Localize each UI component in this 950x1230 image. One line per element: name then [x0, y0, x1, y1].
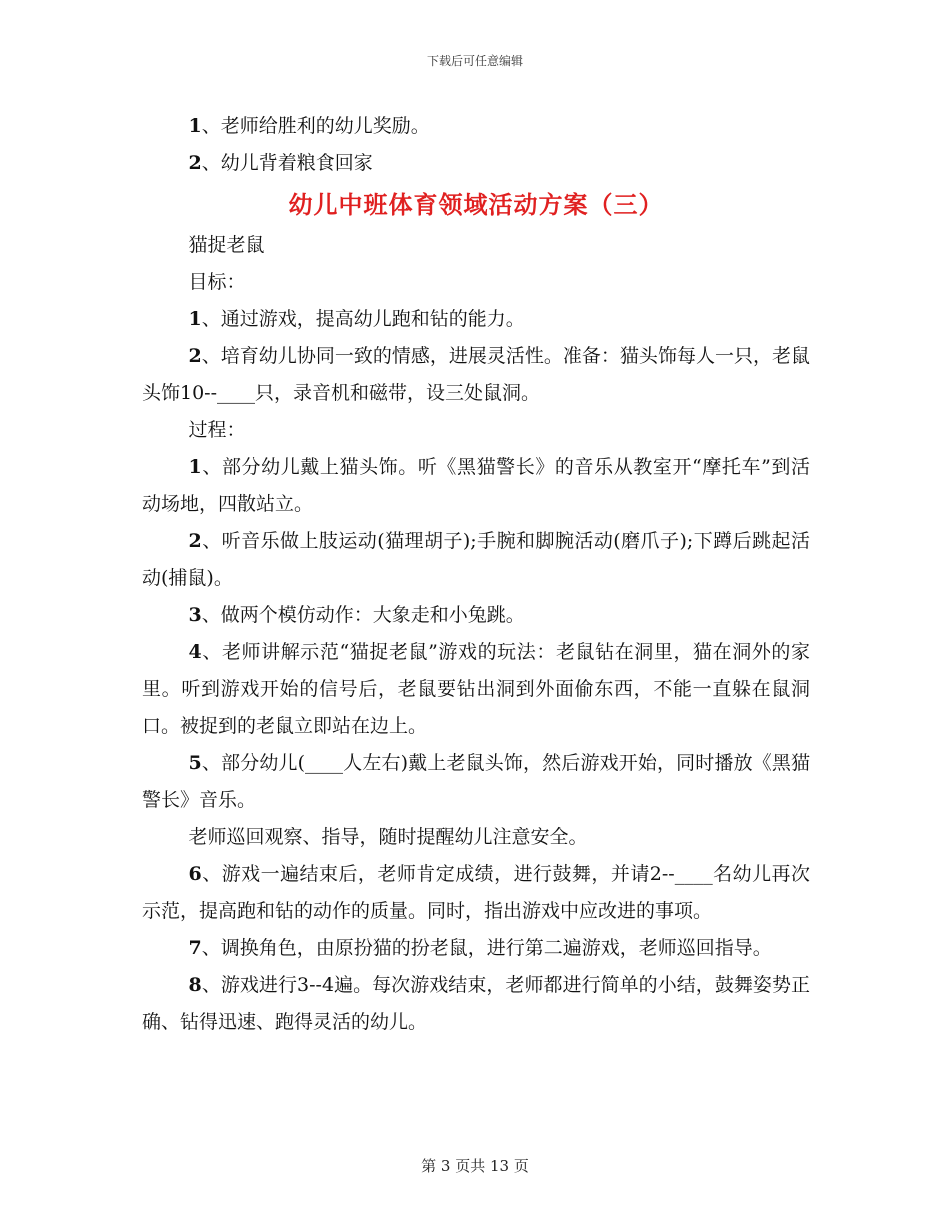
step-item-7: 7、调换角色，由原扮猫的扮老鼠，进行第二遍游戏，老师巡回指导。: [188, 937, 772, 959]
step-item-4: 4、老师讲解示范“猫捉老鼠”游戏的玩法：老鼠钻在洞里，猫在洞外的家里。听到游戏开始的信号后，老鼠要钻出洞到外面偷东西，不能一直躲在鼠洞口。被捉到的老鼠立即站在边上。: [142, 641, 810, 737]
document-body: [142, 108, 810, 1041]
section-title: 幼儿中班体育领域活动方案（三）: [288, 190, 664, 219]
page-header: 下载后可任意编辑: [426, 54, 523, 68]
step-item-3: 3、做两个模仿动作：大象走和小兔跳。: [188, 604, 525, 626]
step-item-8: 8、游戏进行3--4遍。每次游戏结束，老师都进行简单的小结，鼓舞姿势正确、钻得迅速、跑得灵活的幼儿。: [142, 974, 810, 1033]
process-label: 过程：: [188, 419, 246, 441]
intro-item-1: 1、老师给胜利的幼儿奖励。: [188, 115, 430, 137]
step-item-6: 6、游戏一遍结束后，老师肯定成绩，进行鼓舞，并请2--____名幼儿再次示范，提高跑和钻的动作的质量。同时，指出游戏中应改进的事项。: [142, 863, 810, 922]
teacher-note: 老师巡回观察、指导，随时提醒幼儿注意安全。: [188, 826, 588, 848]
goals-label: 目标：: [188, 271, 246, 293]
activity-name: 猫捉老鼠: [188, 234, 265, 256]
goal-item-1: 1、通过游戏，提高幼儿跑和钻的能力。: [188, 308, 525, 330]
step-item-1: 1、部分幼儿戴上猫头饰。听《黑猫警长》的音乐从教室开“摩托车”到活动场地，四散站立。: [142, 456, 810, 515]
intro-item-2: 2、幼儿背着粮食回家: [188, 152, 373, 174]
step-item-2: 2、听音乐做上肢运动(猫理胡子);手腕和脚腕活动(磨爪子);下蹲后跳起活动(捕鼠)。: [142, 530, 810, 589]
step-item-5: 5、部分幼儿(____人左右)戴上老鼠头饰，然后游戏开始，同时播放《黑猫警长》音乐。: [142, 752, 810, 811]
goal-item-2: 2、培育幼儿协同一致的情感，进展灵活性。准备：猫头饰每人一只，老鼠头饰10--____只，录音机和磁带，设三处鼠洞。: [142, 345, 810, 404]
page-footer: 第 3 页共 13 页: [421, 1157, 529, 1175]
